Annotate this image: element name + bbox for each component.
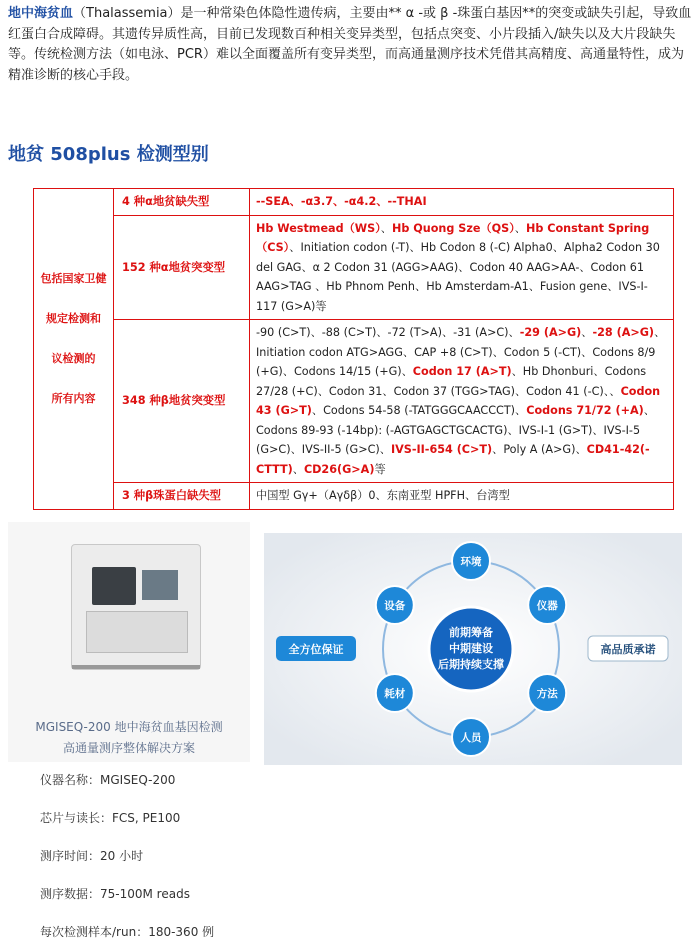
highlight-variant: CD26(G>A) <box>303 462 375 476</box>
variant-text: 、Poly A (A>G)、 <box>492 443 587 456</box>
highlight-variant: Codon 43 (G>T) <box>256 384 661 417</box>
category-line: 规定检测和 <box>46 311 101 325</box>
spec-data: 测序数据：75-100M reads <box>40 887 190 901</box>
category-line: 包括国家卫健 <box>40 271 107 285</box>
sequencer-door <box>86 611 188 653</box>
variant-text: 、Codons 89-93 (-14bp): (-AGTGAGCTGCACTG)、IVS-I-1 (G>T)、IVS-I-5 (G>C)、IVS-II-5 (G>C)、 <box>256 404 655 456</box>
table-row <box>34 215 674 320</box>
intro-paragraph <box>8 4 694 86</box>
variant-type-cell: 152 种α地贫突变型 <box>114 215 250 320</box>
node-label: 环境 <box>460 556 482 568</box>
node-label: 耗材 <box>384 688 406 700</box>
table-row <box>34 320 674 483</box>
right-label: 高品质承诺 <box>600 643 656 656</box>
variant-text: 、Initiation codon (-T)、Hb Codon 8 (-C) Alpha0、Alpha2 Codon 30 del GAG、α 2 Codon 31 (AGG>AAG)、Codon 40 AAG>AA-、Codon 61 AAG>TAG 、Hb Phnom Penh、Hb Amsterdam-A1、Fusion gene、IVS-I-117 (G>A)等 <box>256 241 660 313</box>
intro-text: （Thalassemia）是一种常染色体隐性遗传病，主要由** α -或 β -珠蛋白基因**的突变或缺失引起，导致血红蛋白合成障碍。其遗传异质性高，目前已发现数百种相关变异类型，包括点突变、小片段插入/缺失以及大片段缺失等。传统检测方法（如电泳、PCR）难以全面覆盖所有变异类型，而高通量测序技术凭借其高精度、高通量特性，成为精准诊断的核心手段。 <box>8 6 692 83</box>
sequencer-window <box>92 567 136 605</box>
category-line: 议检测的 <box>51 351 96 365</box>
category-line: 所有内容 <box>51 391 96 405</box>
highlight-variant: -29 (A>G) <box>519 326 582 339</box>
variant-text: 、 <box>292 462 304 476</box>
center-line-1: 前期筹备 <box>449 626 493 639</box>
product-caption-1: MGISEQ-200 地中海贫血基因检测 <box>35 720 223 734</box>
spec-time: 测序时间：20 小时 <box>40 849 144 863</box>
highlight-variant: --SEA、-α3.7、-α4.2、--THAI <box>256 195 427 208</box>
highlight-variant: Hb Quong Sze（QS） <box>391 221 515 235</box>
highlight-variant: Hb Westmead（WS） <box>256 221 381 235</box>
category-cell <box>34 189 114 510</box>
node-label: 人员 <box>460 732 482 744</box>
center-line-2: 中期建设 <box>449 642 493 655</box>
intro-term: 地中海贫血 <box>8 6 74 21</box>
variant-text: 、 <box>380 221 392 235</box>
spec-chip: 芯片与读长：FCS, PE100 <box>40 811 181 825</box>
variant-text: 、Initiation codon ATG>AGG、CAP +8 (C>T)、Codon 5 (-CT)、Codons 8/9 (+G)、Codons 14/15 (+G)、 <box>256 326 666 378</box>
sequencer-illustration <box>71 544 201 670</box>
highlight-variant: IVS-II-654 (C>T) <box>390 443 493 456</box>
variant-text: -90 (C>T)、-88 (C>T)、-72 (T>A)、-31 (A>C)、 <box>256 326 520 339</box>
product-image <box>8 522 250 762</box>
table-row <box>34 189 674 216</box>
spec-instrument: 仪器名称：MGISEQ-200 <box>40 773 176 787</box>
variant-list-cell <box>250 483 674 510</box>
highlight-variant: Hb Constant Spring（CS） <box>256 221 650 254</box>
variant-list-cell <box>250 215 674 320</box>
table-row <box>34 483 674 510</box>
section-title: 地贫 508plus 检测型别 <box>8 144 209 165</box>
variant-type-cell: 3 种β珠蛋白缺失型 <box>114 483 250 510</box>
variant-text: 、Codons 54-58 (-TATGGGCAACCCT)、 <box>311 404 527 417</box>
variant-type-cell: 4 种α地贫缺失型 <box>114 189 250 216</box>
node-label: 设备 <box>384 600 406 612</box>
variant-text: 、 <box>514 221 526 235</box>
variant-list-cell <box>250 189 674 216</box>
variant-type-cell: 348 种β地贫突变型 <box>114 320 250 483</box>
center-line-3: 后期持续支撑 <box>438 658 504 671</box>
highlight-variant: Codon 17 (A>T) <box>412 365 512 378</box>
variant-text: 中国型 Gγ+（Aγδβ）0、东南亚型 HPFH、台湾型 <box>256 489 510 502</box>
highlight-variant: Codons 71/72 (+A) <box>526 404 644 417</box>
sequencer-base <box>72 665 200 669</box>
highlight-variant: CD41-42(-CTTT) <box>256 443 650 476</box>
highlight-variant: -28 (A>G) <box>592 326 655 339</box>
left-label: 全方位保证 <box>288 643 344 656</box>
variant-text: 等 <box>374 462 386 476</box>
variant-list-cell <box>250 320 674 483</box>
gene-type-table <box>33 188 674 510</box>
variant-text: 、 <box>581 326 593 339</box>
variant-text: 、Hb Dhonburi、Codons 27/28 (+C)、Codon 31、Codon 37 (TGG>TAG)、Codon 41 (-C)、、 <box>256 365 647 398</box>
sequencer-screen <box>142 570 178 600</box>
service-diagram <box>264 533 682 765</box>
spec-samples: 每次检测样本/run：180-360 例 <box>40 925 215 939</box>
node-label: 仪器 <box>536 600 558 612</box>
product-caption-2: 高通量测序整体解决方案 <box>62 741 195 755</box>
node-label: 方法 <box>536 688 558 700</box>
